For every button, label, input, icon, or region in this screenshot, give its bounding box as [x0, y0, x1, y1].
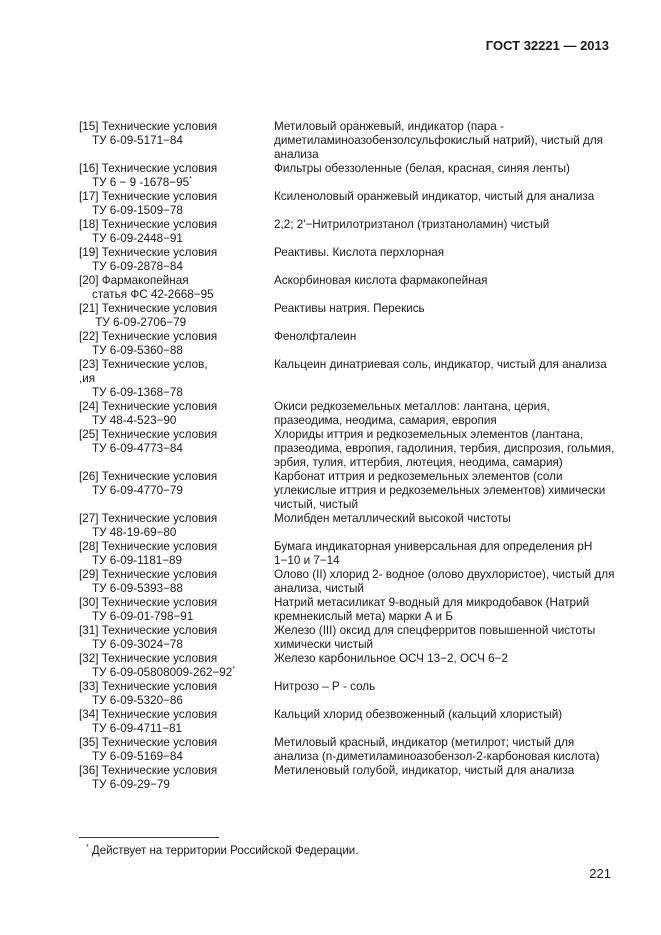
reference-doc-code: ТУ 48-19-69−80	[79, 526, 177, 539]
reference-number: [25]	[79, 428, 99, 441]
reference-description: Фенолфталеин	[274, 330, 357, 343]
reference-doc-type: Технические условия	[101, 428, 218, 441]
reference-document	[79, 624, 274, 652]
reference-footnote-mark: *	[189, 176, 192, 184]
reference-description: Натрий метасиликат 9-водный для микродобавок (Натрий кремнекислый мета) марки А и Б	[274, 596, 590, 623]
reference-number: [19]	[79, 246, 99, 259]
reference-number: [22]	[79, 330, 99, 343]
reference-document	[79, 274, 274, 302]
reference-number: [36]	[79, 764, 99, 777]
reference-document	[79, 330, 274, 358]
reference-number: [28]	[79, 540, 99, 553]
page-number: 221	[589, 866, 611, 881]
reference-number: [29]	[79, 568, 99, 581]
reference-description: Хлориды иттрия и редкоземельных элементов (лантана, празеодима, европия, гадолиния, тербия, диспрозия, гольмия, эрбия, тулия, иттербия, лютеция, неодима, самария)	[274, 428, 615, 469]
reference-doc-code: ТУ 6-09-2448−91	[79, 232, 183, 245]
reference-description: Железо карбонильное ОСЧ 13−2, ОСЧ 6−2	[274, 652, 508, 665]
reference-entry	[79, 540, 619, 568]
reference-document	[79, 596, 274, 624]
reference-entry	[79, 428, 619, 470]
reference-doc-code: статья ФС 42-2668−95	[79, 288, 214, 301]
reference-doc-code: ТУ 6-09-1509−78	[79, 204, 183, 217]
reference-doc-code: ТУ 6-09-4770−79	[79, 484, 183, 497]
reference-doc-code: ТУ 6-09-5320−86	[79, 694, 183, 707]
footnote-mark: *	[86, 844, 89, 852]
reference-document	[79, 358, 274, 400]
reference-entry	[79, 218, 619, 246]
reference-number: [17]	[79, 190, 99, 203]
reference-description: Метиленовый голубой, индикатор, чистый для анализа	[274, 764, 575, 777]
reference-document	[79, 764, 274, 792]
footnote-separator	[79, 837, 219, 838]
reference-doc-type: Технические условия	[101, 400, 218, 413]
footnote-text: Действует на территории Российской Федерации.	[88, 845, 359, 857]
reference-doc-type: Технические условия	[101, 652, 218, 665]
reference-document	[79, 428, 274, 470]
reference-description: Олово (II) хлорид 2- водное (олово двухлористое), чистый для анализа, чистый	[274, 568, 615, 595]
reference-doc-code: ТУ 6-09-5393−88	[79, 582, 183, 595]
reference-footnote-mark: *	[232, 666, 236, 674]
reference-doc-type: Технические условия	[101, 764, 218, 777]
reference-doc-type: Технические условия	[101, 190, 218, 203]
reference-number: [18]	[79, 218, 99, 231]
reference-document	[79, 540, 274, 568]
reference-number: [16]	[79, 162, 99, 175]
reference-doc-type: Технические условия	[101, 624, 218, 637]
reference-doc-code: ТУ 6-09-5171−84	[79, 134, 183, 147]
reference-description: Карбонат иттрия и редкоземельных элементов (соли углекислые иттрия и редкоземельных элементов) химически чистый, чистый	[274, 470, 606, 511]
reference-description: Реактивы натрия. Перекись	[274, 302, 425, 315]
reference-entry	[79, 652, 619, 680]
reference-doc-code: ТУ 6-09-3024−78	[79, 638, 183, 651]
reference-description: Реактивы. Кислота перхлорная	[274, 246, 445, 259]
reference-entry	[79, 400, 619, 428]
reference-doc-type: Технические условия	[101, 246, 218, 259]
reference-document	[79, 652, 274, 680]
reference-description: Аскорбиновая кислота фармакопейная	[274, 274, 488, 287]
reference-entry	[79, 246, 619, 274]
reference-description: Кальцеин динатриевая соль, индикатор, чистый для анализа	[274, 358, 607, 371]
reference-number: [24]	[79, 400, 99, 413]
reference-entry	[79, 274, 619, 302]
reference-doc-code: ТУ 6-09-05808009-262−92	[79, 666, 233, 679]
reference-document	[79, 736, 274, 764]
reference-number: [30]	[79, 596, 99, 609]
reference-number: [15]	[79, 120, 99, 133]
reference-number: [35]	[79, 736, 99, 749]
references-list	[79, 120, 619, 792]
reference-doc-type: Технические условия	[101, 470, 218, 483]
reference-doc-type: Технические условия	[101, 512, 218, 525]
reference-doc-code: ТУ 6-09-5360−88	[79, 344, 183, 357]
reference-doc-type: Технические условия	[101, 540, 218, 553]
reference-document	[79, 246, 274, 274]
reference-entry	[79, 568, 619, 596]
document-header: ГОСТ 32221 — 2013	[485, 38, 609, 53]
reference-doc-type: Технические условия	[101, 218, 218, 231]
reference-entry	[79, 358, 619, 400]
reference-doc-code: ТУ 6-09-29−79	[79, 778, 170, 791]
reference-document	[79, 708, 274, 736]
reference-document	[79, 218, 274, 246]
reference-doc-type: Технические условия	[101, 680, 218, 693]
reference-number: [33]	[79, 680, 99, 693]
reference-description: Кальций хлорид обезвоженный (кальций хлористый)	[274, 708, 563, 721]
reference-doc-type: Фармакопейная	[101, 274, 189, 287]
reference-doc-type: Технические условия	[101, 302, 218, 315]
reference-description: Метиловый оранжевый, индикатор (пара - диметиламиноазобензолсульфокислый натрий), чистый для анализа	[274, 120, 604, 161]
reference-doc-type: Технические условия	[101, 162, 218, 175]
reference-number: [23]	[79, 358, 99, 371]
reference-doc-type: Технические условия	[101, 568, 218, 581]
reference-doc-code: ТУ 6 − 9 -1678−95	[79, 176, 190, 189]
reference-document	[79, 190, 274, 218]
reference-number: [21]	[79, 302, 99, 315]
reference-doc-code: ТУ 6-09-4711−81	[79, 722, 183, 735]
reference-document	[79, 512, 274, 540]
reference-number: [20]	[79, 274, 99, 287]
reference-entry	[79, 596, 619, 624]
reference-document	[79, 568, 274, 596]
reference-description: 2,2; 2'−Нитрилотризтанол (тризтаноламин) чистый	[274, 218, 550, 231]
reference-doc-type: Технические услов,	[101, 358, 208, 371]
reference-doc-type: Технические условия	[101, 330, 218, 343]
reference-entry	[79, 162, 619, 190]
reference-entry	[79, 624, 619, 652]
reference-entry	[79, 470, 619, 512]
reference-description: Нитрозо – Р - соль	[274, 680, 376, 693]
reference-description: Железо (III) оксид для спецферритов повышенной чистоты химически чистый	[274, 624, 596, 651]
reference-doc-type: Технические условия	[101, 596, 218, 609]
reference-description: Бумага индикаторная универсальная для определения pH 1−10 и 7−14	[274, 540, 593, 567]
reference-description: Ксиленоловый оранжевый индикатор, чистый для анализа	[274, 190, 595, 203]
reference-doc-code: ТУ 6-09-5169−84	[79, 750, 183, 763]
reference-number: [27]	[79, 512, 99, 525]
reference-description: Фильтры обеззоленные (белая, красная, синяя ленты)	[274, 162, 570, 175]
reference-document	[79, 120, 274, 162]
reference-doc-code: ТУ 6-09-1181−89	[79, 554, 183, 567]
reference-entry	[79, 708, 619, 736]
reference-number: [32]	[79, 652, 99, 665]
reference-doc-code: ТУ 6-09-2878−84	[79, 260, 183, 273]
reference-entry	[79, 120, 619, 162]
reference-entry	[79, 190, 619, 218]
reference-doc-type: Технические условия	[101, 736, 218, 749]
reference-description: Окиси редкоземельных металлов: лантана, церия, празеодима, неодима, самария, европия	[274, 400, 550, 427]
reference-document	[79, 680, 274, 708]
reference-entry	[79, 764, 619, 792]
reference-entry	[79, 512, 619, 540]
reference-doc-code: ТУ 48-4-523−90	[79, 414, 177, 427]
reference-description: Метиловый красный, индикатор (метилрот; чистый для анализа (n-диметиламиноазобензол-2-карбоновая кислота)	[274, 736, 600, 763]
reference-entry	[79, 330, 619, 358]
reference-document	[79, 162, 274, 190]
reference-entry	[79, 680, 619, 708]
reference-number: [26]	[79, 470, 99, 483]
reference-document	[79, 302, 274, 330]
reference-doc-code: ТУ 6-09-4773−84	[79, 442, 183, 455]
reference-number: [31]	[79, 624, 99, 637]
reference-doc-type: Технические условия	[101, 708, 218, 721]
reference-description: Молибден металлический высокой чистоты	[274, 512, 511, 525]
reference-document	[79, 400, 274, 428]
reference-entry	[79, 302, 619, 330]
reference-doc-type: Технические условия	[101, 120, 218, 133]
reference-entry	[79, 736, 619, 764]
reference-doc-code: ,ия ТУ 6-09-1368−78	[79, 372, 183, 399]
reference-doc-code: ТУ 6-09-01-798−91	[79, 610, 194, 623]
reference-document	[79, 470, 274, 512]
footnote	[86, 845, 358, 857]
reference-doc-code: ТУ 6-09-2706−79	[79, 316, 187, 329]
reference-number: [34]	[79, 708, 99, 721]
